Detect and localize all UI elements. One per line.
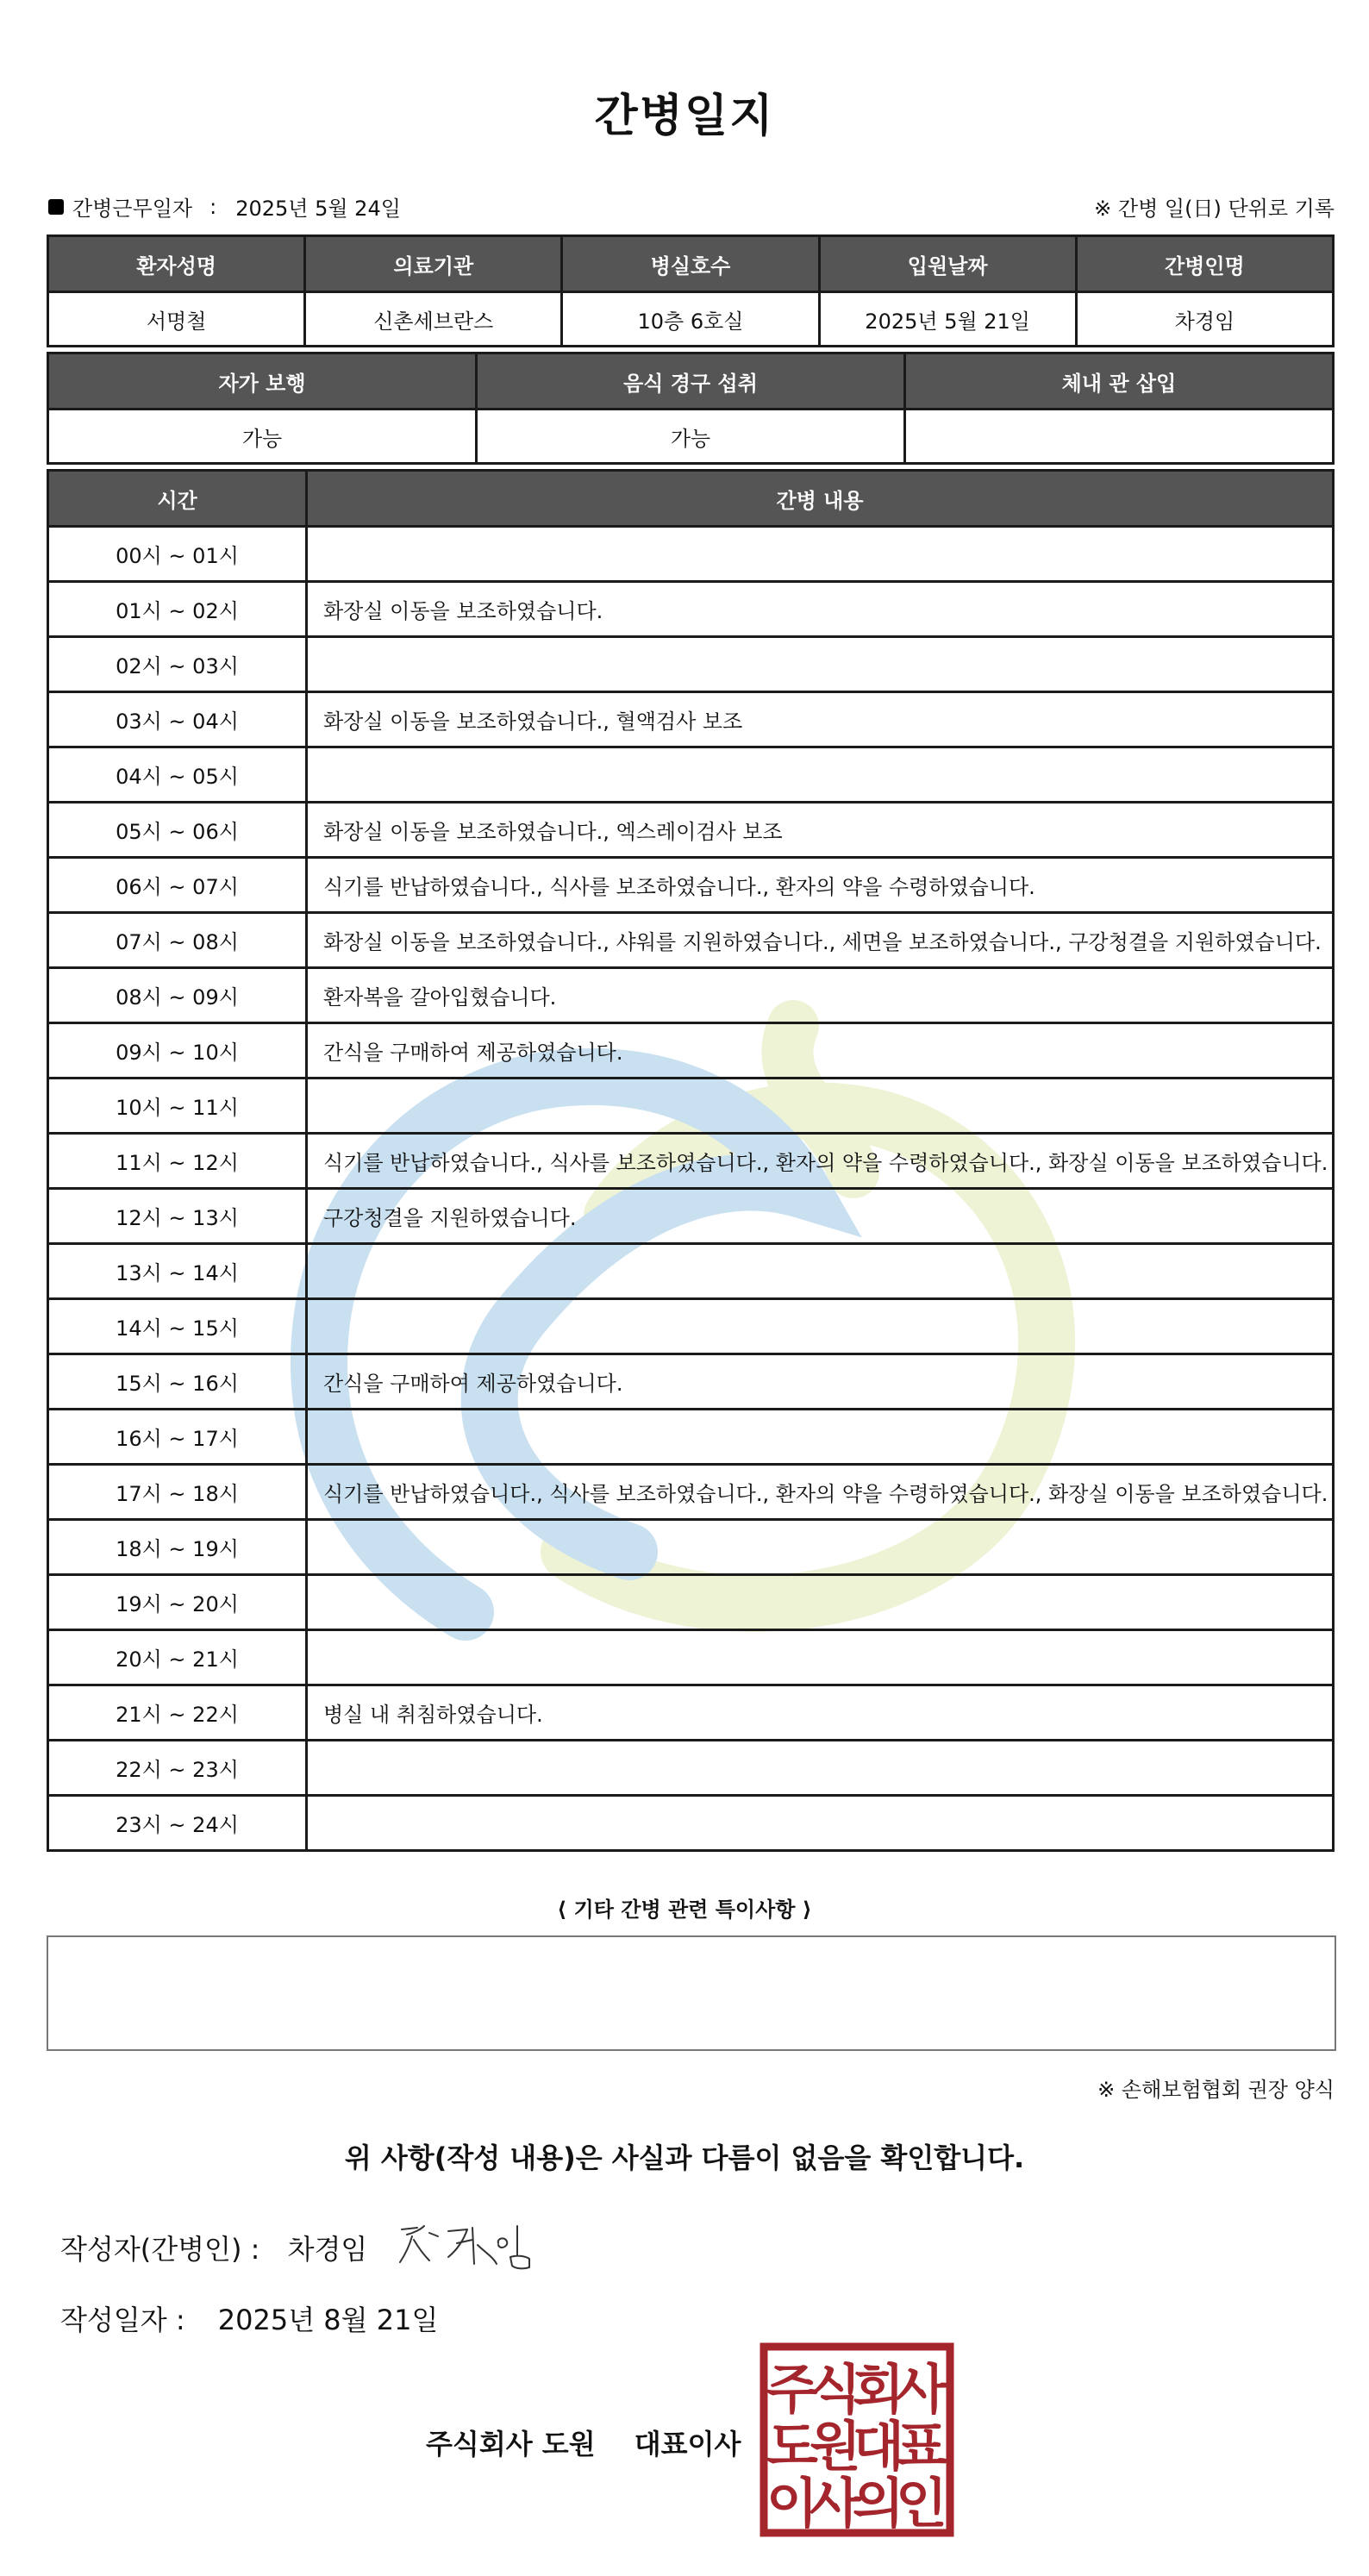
confirmation-statement: 위 사항(작성 내용)은 사실과 다름이 없음을 확인합니다.	[344, 2141, 1025, 2174]
work-date-line	[48, 191, 401, 222]
log-time: 11시 ~ 12시	[48, 1134, 307, 1189]
log-time: 19시 ~ 20시	[48, 1575, 307, 1630]
log-row	[48, 1299, 1334, 1354]
writer-line	[60, 2228, 367, 2267]
log-time: 07시 ~ 08시	[48, 913, 307, 968]
log-header-row	[48, 471, 1334, 527]
svg-text:도: 도	[766, 2415, 818, 2478]
log-row	[48, 1244, 1334, 1299]
log-time: 03시 ~ 04시	[48, 692, 307, 747]
log-content	[307, 1079, 1334, 1134]
log-row	[48, 1134, 1334, 1189]
log-time: 14시 ~ 15시	[48, 1299, 307, 1354]
company-line	[426, 2423, 741, 2462]
hospital-name: 신촌세브란스	[305, 292, 562, 347]
patient-info-table	[47, 234, 1335, 347]
form-note: ※ 손해보험협회 권장 양식	[1097, 2078, 1335, 2102]
unit-note: ※ 간병 일(日) 단위로 기록	[1094, 197, 1335, 221]
log-time: 16시 ~ 17시	[48, 1410, 307, 1465]
log-time: 21시 ~ 22시	[48, 1685, 307, 1741]
log-row	[48, 747, 1334, 803]
log-content	[307, 1410, 1334, 1465]
status-header-row	[48, 353, 1334, 410]
written-date-value: 2025년 8월 21일	[217, 2304, 439, 2336]
log-row	[48, 1079, 1334, 1134]
log-content: 화장실 이동을 보조하였습니다., 엑스레이검사 보조	[307, 803, 1334, 858]
log-time: 17시 ~ 18시	[48, 1465, 307, 1520]
written-date-line	[60, 2298, 438, 2338]
log-time: 23시 ~ 24시	[48, 1796, 307, 1851]
log-row	[48, 1741, 1334, 1796]
log-content: 간식을 구매하여 제공하였습니다.	[307, 1023, 1334, 1079]
header-oral-intake: 음식 경구 섭취	[477, 353, 905, 410]
company-seal-stamp	[759, 2342, 955, 2538]
log-row	[48, 1685, 1334, 1741]
log-time: 00시 ~ 01시	[48, 527, 307, 582]
svg-text:의: 의	[853, 2472, 904, 2535]
handwritten-signature	[395, 2214, 550, 2274]
log-content	[307, 1630, 1334, 1685]
log-content	[307, 637, 1334, 692]
colon-separator: :	[209, 194, 217, 219]
log-time: 20시 ~ 21시	[48, 1630, 307, 1685]
log-time: 15시 ~ 16시	[48, 1354, 307, 1410]
log-time: 06시 ~ 07시	[48, 858, 307, 913]
log-time: 02시 ~ 03시	[48, 637, 307, 692]
svg-text:이: 이	[766, 2472, 818, 2535]
patient-status-table	[47, 352, 1335, 465]
writer-label: 작성자(간병인) :	[60, 2233, 260, 2266]
bullet-square-icon	[48, 199, 64, 215]
remarks-title: ⟨ 기타 간병 관련 특이사항 ⟩	[557, 1898, 812, 1922]
log-time: 09시 ~ 10시	[48, 1023, 307, 1079]
log-row	[48, 1465, 1334, 1520]
written-date-label: 작성일자 :	[60, 2304, 185, 2336]
log-row	[48, 1410, 1334, 1465]
log-content: 간식을 구매하여 제공하였습니다.	[307, 1354, 1334, 1410]
svg-text:사: 사	[896, 2358, 947, 2421]
room-number: 10층 6호실	[562, 292, 819, 347]
header-time: 시간	[48, 471, 307, 527]
log-content: 환자복을 갈아입혔습니다.	[307, 968, 1334, 1023]
header-care-content: 간병 내용	[307, 471, 1334, 527]
header-room: 병실호수	[562, 236, 819, 292]
log-body	[48, 527, 1334, 1851]
self-walking-value: 가능	[48, 410, 477, 464]
log-time: 05시 ~ 06시	[48, 803, 307, 858]
hourly-log-table	[47, 469, 1335, 1852]
admission-date: 2025년 5월 21일	[819, 292, 1076, 347]
log-row	[48, 858, 1334, 913]
patient-info-header-row	[48, 236, 1334, 292]
log-row	[48, 803, 1334, 858]
log-content: 병실 내 취침하였습니다.	[307, 1685, 1334, 1741]
svg-text:표: 표	[896, 2415, 947, 2478]
header-hospital: 의료기관	[305, 236, 562, 292]
svg-text:사: 사	[810, 2472, 861, 2535]
log-content	[307, 1244, 1334, 1299]
log-row	[48, 527, 1334, 582]
svg-text:원: 원	[810, 2415, 861, 2478]
work-date-label: 간병근무일자	[72, 197, 193, 221]
tube-insertion-value	[905, 410, 1334, 464]
log-content	[307, 1575, 1334, 1630]
log-row	[48, 1520, 1334, 1575]
log-row	[48, 913, 1334, 968]
svg-text:회: 회	[853, 2358, 904, 2421]
log-content: 화장실 이동을 보조하였습니다., 혈액검사 보조	[307, 692, 1334, 747]
log-content	[307, 1520, 1334, 1575]
svg-text:식: 식	[810, 2358, 861, 2421]
header-tube-insertion: 체내 관 삽입	[905, 353, 1334, 410]
log-content	[307, 1796, 1334, 1851]
log-content	[307, 747, 1334, 803]
log-row	[48, 1796, 1334, 1851]
remarks-box	[47, 1935, 1336, 2051]
log-content: 화장실 이동을 보조하였습니다.	[307, 582, 1334, 637]
log-content	[307, 527, 1334, 582]
document-title: 간병일지	[594, 91, 775, 142]
svg-text:주: 주	[766, 2358, 818, 2421]
patient-info-value-row	[48, 292, 1334, 347]
log-time: 01시 ~ 02시	[48, 582, 307, 637]
log-time: 18시 ~ 19시	[48, 1520, 307, 1575]
patient-name: 서명철	[48, 292, 305, 347]
log-content: 화장실 이동을 보조하였습니다., 샤워를 지원하였습니다., 세면을 보조하였습니다., 구강청결을 지원하였습니다.	[307, 913, 1334, 968]
svg-text:대: 대	[853, 2415, 904, 2478]
svg-text:인: 인	[896, 2472, 947, 2535]
log-row	[48, 1354, 1334, 1410]
log-time: 08시 ~ 09시	[48, 968, 307, 1023]
log-row	[48, 968, 1334, 1023]
log-row	[48, 1189, 1334, 1244]
log-row	[48, 1023, 1334, 1079]
log-content: 식기를 반납하였습니다., 식사를 보조하였습니다., 환자의 약을 수령하였습니다., 화장실 이동을 보조하였습니다.	[307, 1465, 1334, 1520]
log-content	[307, 1299, 1334, 1354]
work-date-value: 2025년 5월 24일	[235, 197, 401, 221]
log-row	[48, 637, 1334, 692]
log-time: 22시 ~ 23시	[48, 1741, 307, 1796]
log-row	[48, 692, 1334, 747]
log-content: 구강청결을 지원하였습니다.	[307, 1189, 1334, 1244]
header-self-walking: 자가 보행	[48, 353, 477, 410]
log-time: 04시 ~ 05시	[48, 747, 307, 803]
writer-name: 차경임	[287, 2233, 368, 2266]
log-row	[48, 1630, 1334, 1685]
company-representative: 대표이사	[634, 2428, 741, 2460]
log-row	[48, 1575, 1334, 1630]
log-time: 13시 ~ 14시	[48, 1244, 307, 1299]
oral-intake-value: 가능	[477, 410, 905, 464]
log-content: 식기를 반납하였습니다., 식사를 보조하였습니다., 환자의 약을 수령하였습니다.	[307, 858, 1334, 913]
log-row	[48, 582, 1334, 637]
status-value-row	[48, 410, 1334, 464]
log-time: 10시 ~ 11시	[48, 1079, 307, 1134]
caregiver-name: 차경임	[1076, 292, 1333, 347]
header-admission-date: 입원날짜	[819, 236, 1076, 292]
company-name: 주식회사 도원	[426, 2428, 596, 2460]
header-caregiver-name: 간병인명	[1076, 236, 1333, 292]
log-content	[307, 1741, 1334, 1796]
log-content: 식기를 반납하였습니다., 식사를 보조하였습니다., 환자의 약을 수령하였습니다., 화장실 이동을 보조하였습니다.	[307, 1134, 1334, 1189]
log-time: 12시 ~ 13시	[48, 1189, 307, 1244]
header-patient-name: 환자성명	[48, 236, 305, 292]
